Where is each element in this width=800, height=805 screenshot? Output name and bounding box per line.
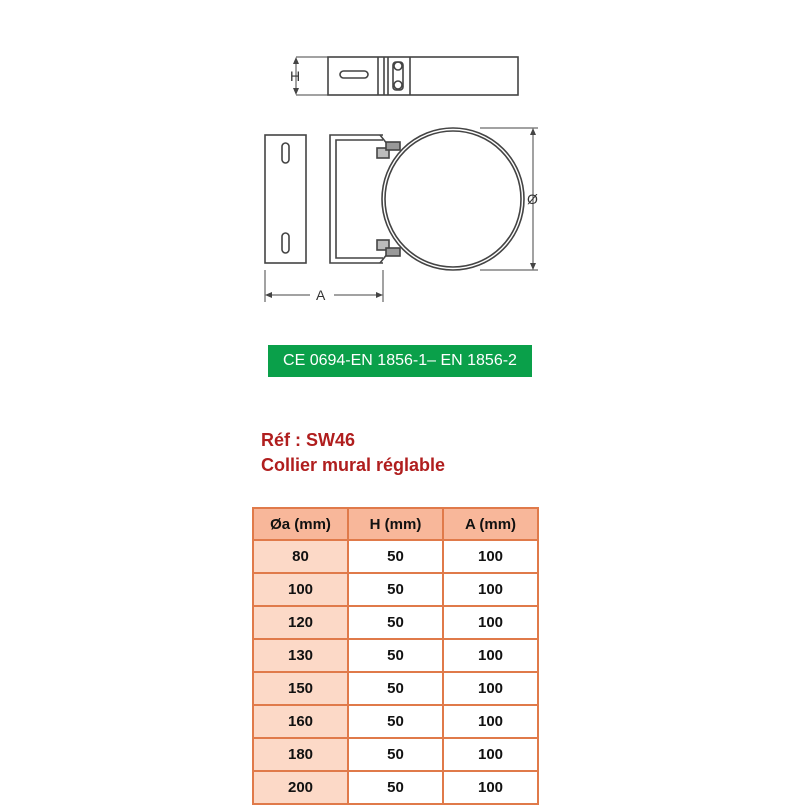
column-header-diameter: Øa (mm) — [253, 508, 348, 540]
table-cell: 150 — [253, 672, 348, 705]
product-reference: Réf : SW46 — [261, 430, 356, 450]
pipe-ring-inner — [385, 131, 521, 267]
table-cell: 50 — [348, 606, 443, 639]
table-cell: 50 — [348, 672, 443, 705]
table-cell: 80 — [253, 540, 348, 573]
certification-badge: CE 0694-EN 1856-1– EN 1856-2 — [268, 345, 532, 377]
table-row — [253, 540, 538, 573]
clamp-bolts — [377, 142, 400, 256]
bolt-icon — [394, 81, 402, 89]
table-cell: 100 — [443, 573, 538, 606]
table-row — [253, 573, 538, 606]
diameter-label: Ø — [527, 191, 538, 207]
technical-drawing — [0, 0, 800, 330]
table-cell: 50 — [348, 573, 443, 606]
slot-icon — [340, 71, 368, 78]
table-cell: 100 — [443, 672, 538, 705]
table-cell: 100 — [443, 738, 538, 771]
table-cell: 50 — [348, 771, 443, 804]
column-header-h: H (mm) — [348, 508, 443, 540]
table-cell: 160 — [253, 705, 348, 738]
dimensions-table — [252, 507, 539, 805]
table-cell: 50 — [348, 540, 443, 573]
table-cell: 180 — [253, 738, 348, 771]
table-cell: 200 — [253, 771, 348, 804]
bolt-icon — [394, 62, 402, 70]
product-name: Collier mural réglable — [261, 455, 446, 475]
table-cell: 100 — [443, 771, 538, 804]
table-cell: 100 — [253, 573, 348, 606]
table-row — [253, 771, 538, 804]
table-cell: 100 — [443, 606, 538, 639]
table-row — [253, 705, 538, 738]
column-header-a: A (mm) — [443, 508, 538, 540]
table-row — [253, 639, 538, 672]
pipe-ring — [382, 128, 524, 270]
wall-plate — [265, 135, 306, 263]
table-cell: 100 — [443, 540, 538, 573]
a-label: A — [316, 287, 326, 303]
table-cell: 50 — [348, 705, 443, 738]
table-cell: 130 — [253, 639, 348, 672]
table-cell: 50 — [348, 639, 443, 672]
table-row — [253, 738, 538, 771]
table-header-row — [253, 508, 538, 540]
table-row — [253, 672, 538, 705]
product-info — [261, 428, 445, 478]
table-cell: 100 — [443, 639, 538, 672]
table-row — [253, 606, 538, 639]
top-view — [328, 57, 518, 95]
h-label: H — [290, 68, 301, 84]
table-cell: 100 — [443, 705, 538, 738]
table-cell: 120 — [253, 606, 348, 639]
table-cell: 50 — [348, 738, 443, 771]
